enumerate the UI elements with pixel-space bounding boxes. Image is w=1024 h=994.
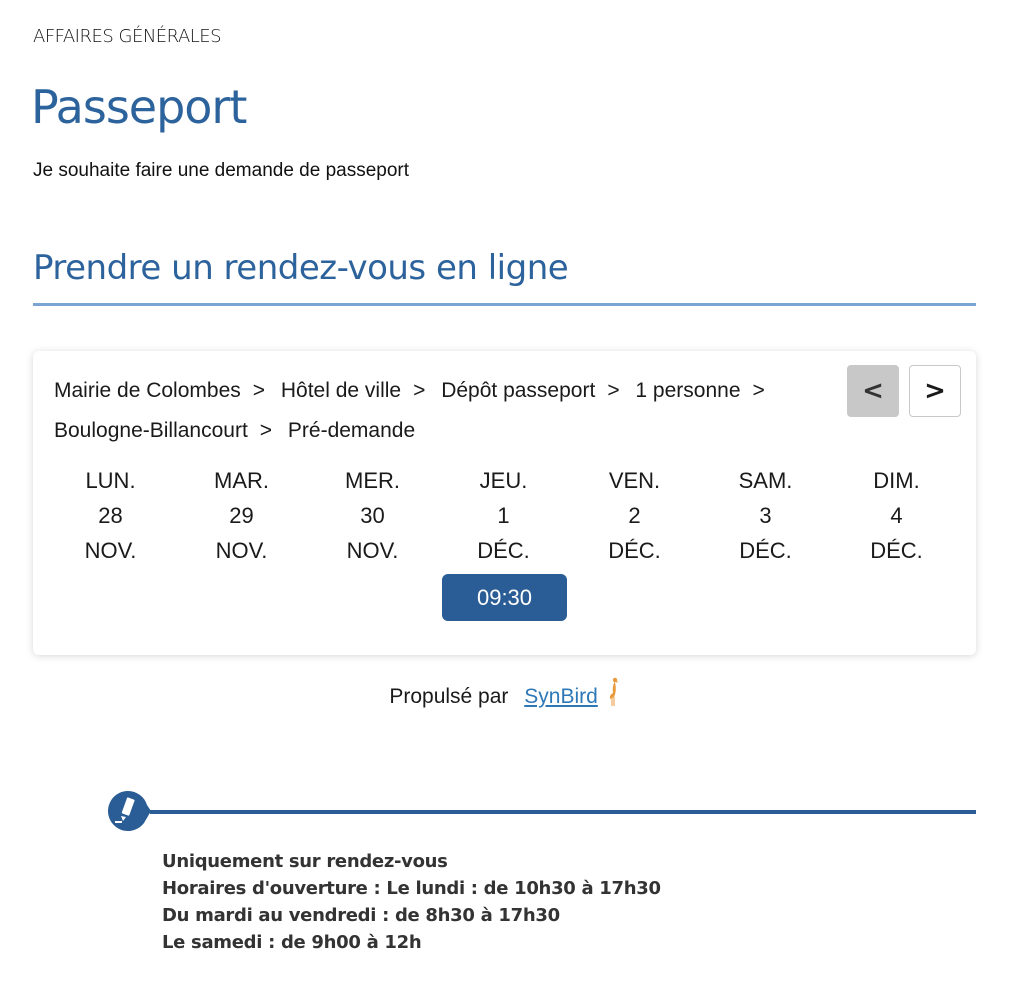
opening-hours: [162, 848, 661, 956]
weekday-label: MAR.: [214, 468, 269, 493]
previous-week-button[interactable]: <: [847, 365, 899, 417]
pencil-icon: [104, 789, 152, 833]
day-column: [831, 463, 962, 568]
weekday-label: MER.: [345, 468, 400, 493]
next-week-button[interactable]: >: [909, 365, 961, 417]
info-line: Le samedi : de 9h00 à 12h: [162, 932, 422, 953]
breadcrumb-item: 1 personne >: [635, 379, 765, 402]
category-label: AFFAIRES GÉNÉRALES: [33, 26, 222, 47]
day-number: 2: [628, 503, 641, 528]
bird-icon: [606, 677, 620, 713]
day-column: [307, 463, 438, 568]
intro-text: Je souhaite faire une demande de passeport: [33, 160, 410, 181]
weekday-label: SAM.: [738, 468, 793, 493]
month-label: NOV.: [84, 538, 137, 563]
info-line: Uniquement sur rendez-vous: [162, 851, 448, 872]
day-number: 3: [759, 503, 772, 528]
weekday-label: JEU.: [479, 468, 528, 493]
breadcrumb-item: Pré-demande: [287, 419, 416, 442]
month-label: DÉC.: [870, 538, 923, 563]
weekday-label: VEN.: [608, 468, 661, 493]
weekday-label: DIM.: [873, 468, 920, 493]
month-label: DÉC.: [477, 538, 530, 563]
breadcrumb-item: Mairie de Colombes >: [54, 379, 266, 402]
day-number: 30: [360, 503, 385, 528]
day-column: [45, 463, 176, 568]
info-line: Horaires d'ouverture : Le lundi : de 10h30 à 17h30: [162, 878, 661, 899]
month-label: NOV.: [215, 538, 268, 563]
breadcrumb-item: Hôtel de ville >: [280, 379, 426, 402]
section-divider: [33, 303, 976, 306]
powered-by: [0, 677, 1009, 713]
month-label: NOV.: [346, 538, 399, 563]
day-number: 28: [98, 503, 123, 528]
breadcrumb: [54, 371, 824, 451]
day-column: [700, 463, 831, 568]
page-title: Passeport: [31, 80, 247, 134]
synbird-link[interactable]: SynBird: [524, 685, 598, 708]
weekday-label: LUN.: [85, 468, 136, 493]
info-divider: [150, 810, 976, 814]
day-number: 1: [497, 503, 510, 528]
day-column: [176, 463, 307, 568]
day-column: [569, 463, 700, 568]
info-line: Du mardi au vendredi : de 8h30 à 17h30: [162, 905, 560, 926]
breadcrumb-item: Dépôt passeport >: [441, 379, 620, 402]
day-columns: [45, 463, 962, 568]
breadcrumb-item: Boulogne-Billancourt >: [54, 419, 273, 442]
booking-widget: [33, 351, 976, 655]
day-column: [438, 463, 569, 568]
month-label: DÉC.: [608, 538, 661, 563]
powered-by-text: Propulsé par: [389, 685, 509, 708]
month-label: DÉC.: [739, 538, 792, 563]
day-number: 29: [229, 503, 254, 528]
time-slot-button[interactable]: 09:30: [442, 574, 567, 621]
day-number: 4: [890, 503, 903, 528]
section-title: Prendre un rendez-vous en ligne: [33, 248, 569, 288]
